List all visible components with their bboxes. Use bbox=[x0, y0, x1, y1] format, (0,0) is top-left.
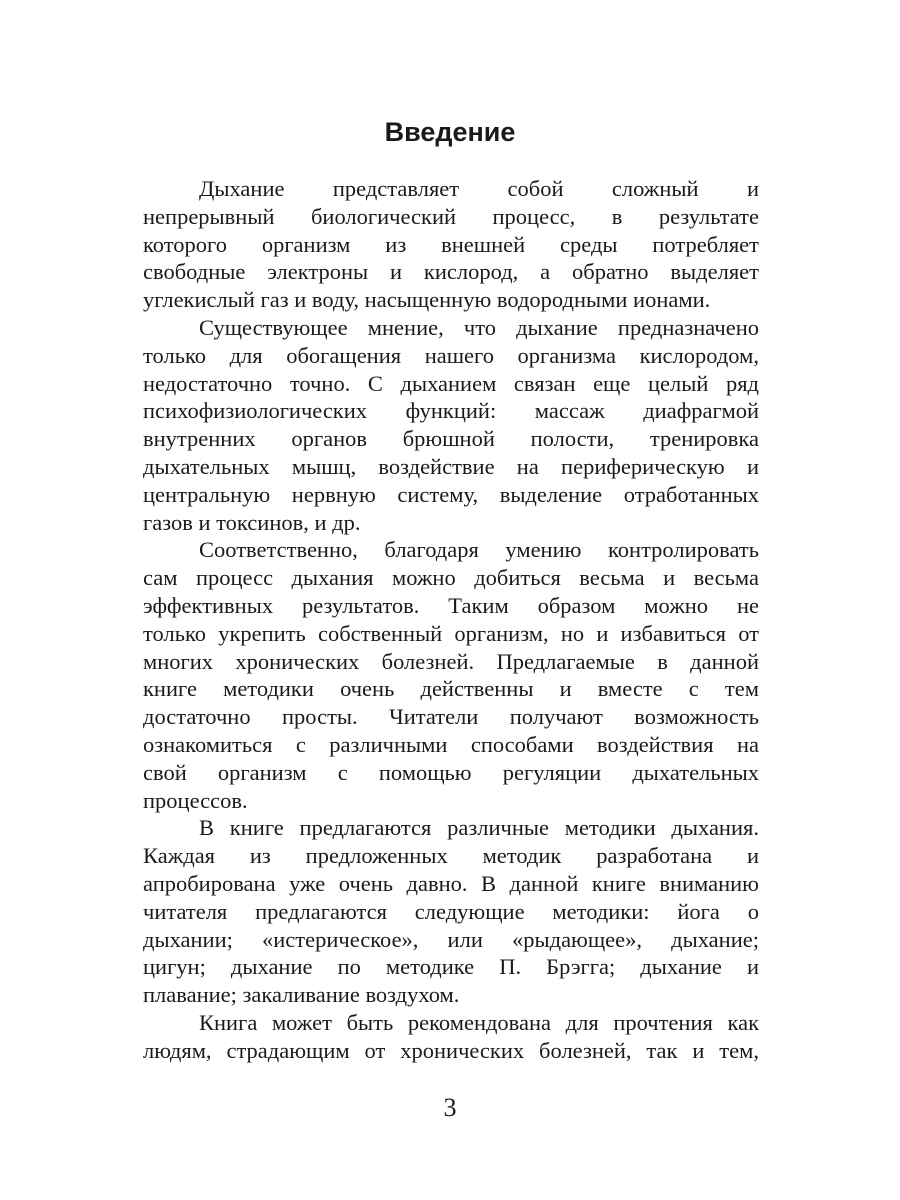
text-line: углекислый газ и воду, насыщенную водородными ионами. bbox=[143, 287, 711, 313]
text-line: свой организм с помощью регуляции дыхательных bbox=[143, 759, 759, 785]
text-line: Соответственно, благодаря умению контролировать bbox=[199, 537, 759, 563]
text-line: только укрепить собственный организм, но и избавиться от bbox=[143, 620, 759, 646]
paragraph bbox=[143, 1009, 759, 1065]
text-line: достаточно просты. Читатели получают возможность bbox=[143, 704, 759, 730]
text-line: Книга может быть рекомендована для прочтения как bbox=[199, 1009, 759, 1035]
text-line: Дыхание представляет собой сложный и bbox=[199, 176, 759, 201]
paragraph bbox=[143, 814, 759, 1009]
text-line: процессов. bbox=[143, 787, 248, 813]
text-line: сам процесс дыхания можно добиться весьма и весьма bbox=[143, 565, 759, 591]
text-line: дыхательных мышц, воздействие на периферическую и bbox=[143, 453, 759, 479]
page-number: 3 bbox=[443, 1093, 457, 1122]
text-line: книге методики очень действенны и вместе с тем bbox=[143, 676, 759, 702]
text-line: недостаточно точно. С дыханием связан еще целый ряд bbox=[143, 370, 759, 396]
paragraph bbox=[143, 314, 759, 536]
paragraph bbox=[143, 536, 759, 814]
text-line: апробирована уже очень давно. В данной книге вниманию bbox=[143, 870, 759, 896]
text-line: непрерывный биологический процесс, в результате bbox=[143, 203, 759, 229]
text-line: Каждая из предложенных методик разработана и bbox=[143, 843, 759, 869]
text-line: Существующее мнение, что дыхание предназначено bbox=[199, 314, 759, 340]
text-line: В книге предлагаются различные методики дыхания. bbox=[199, 815, 759, 841]
paragraph bbox=[143, 175, 759, 314]
text-line: газов и токсинов, и др. bbox=[143, 509, 361, 535]
text-line: внутренних органов брюшной полости, тренировка bbox=[143, 426, 759, 452]
chapter-title: Введение bbox=[384, 117, 516, 147]
text-line: многих хронических болезней. Предлагаемые в данной bbox=[143, 648, 759, 674]
text-line: психофизиологических функций: массаж диафрагмой bbox=[143, 398, 759, 424]
text-line: цигун; дыхание по методике П. Брэгга; дыхание и bbox=[143, 954, 759, 980]
text-line: эффективных результатов. Таким образом можно не bbox=[143, 592, 759, 618]
text-line: дыхании; «истерическое», или «рыдающее», дыхание; bbox=[143, 926, 759, 952]
text-line: плавание; закаливание воздухом. bbox=[143, 982, 460, 1008]
text-line: только для обогащения нашего организма кислородом, bbox=[143, 342, 759, 368]
text-line: людям, страдающим от хронических болезней, так и тем, bbox=[143, 1037, 759, 1063]
text-line: читателя предлагаются следующие методики: йога о bbox=[143, 898, 759, 924]
body-text bbox=[143, 175, 759, 1065]
text-line: которого организм из внешней среды потребляет bbox=[143, 231, 759, 257]
text-line: ознакомиться с различными способами воздействия на bbox=[143, 731, 759, 757]
text-line: свободные электроны и кислород, а обратно выделяет bbox=[143, 259, 759, 285]
text-line: центральную нервную систему, выделение отработанных bbox=[143, 481, 759, 507]
